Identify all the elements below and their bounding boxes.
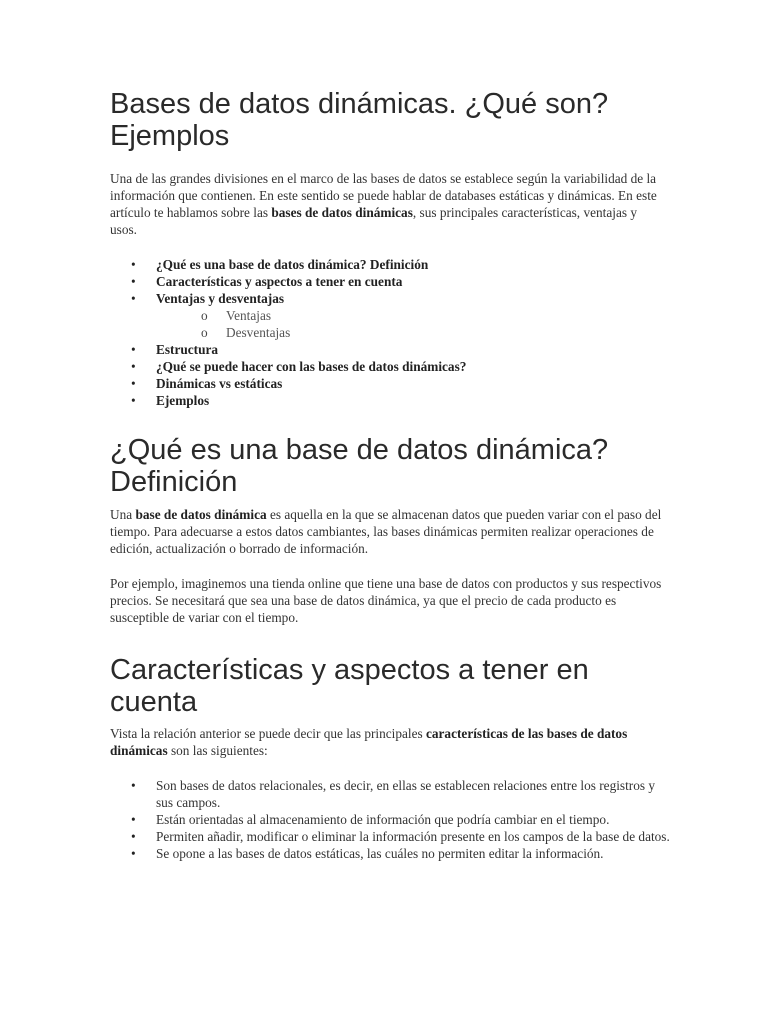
toc-item-label: Ejemplos <box>156 393 210 408</box>
toc-item[interactable] <box>110 392 466 409</box>
toc-item[interactable] <box>110 273 466 290</box>
def-p1-before: Una <box>110 507 136 522</box>
list-item: • Están orientadas al almacenamiento de información que podría cambiar en el tiempo. <box>110 811 670 828</box>
features-heading: Características y aspectos a tener en cuenta <box>110 654 589 718</box>
car-p1-before: Vista la relación anterior se puede decir que las principales <box>110 726 426 741</box>
intro-text-before: Una de las grandes divisiones en el marco de las bases de datos se establece según la variabilidad de la información que contienen. En este sentido se puede hablar de databases estáticas y dinámicas. En este artículo te hablamos sobre las <box>110 171 657 220</box>
features-paragraph <box>110 725 666 759</box>
def-p1-after: es aquella en la que se almacenan datos que pueden variar con el paso del tiempo. Para adecuarse a estos datos cambiantes, las bases dinámicas permiten realizar operaciones de edición, actualización o borrado de información. <box>110 507 662 556</box>
toc-subitem-label: Ventajas <box>226 308 272 323</box>
intro-text-after: , sus principales características, ventajas y usos. <box>110 205 637 237</box>
toc-item[interactable] <box>110 341 466 358</box>
toc-item[interactable] <box>110 375 466 392</box>
toc-item-label: ¿Qué es una base de datos dinámica? Definición <box>156 257 429 272</box>
toc-item[interactable] <box>110 290 466 307</box>
intro-bold: bases de datos dinámicas <box>271 205 413 220</box>
toc-item[interactable] <box>110 358 466 375</box>
definition-heading: ¿Qué es una base de datos dinámica? Definición <box>110 434 609 498</box>
toc-subitem-label: Desventajas <box>226 325 291 340</box>
table-of-contents <box>110 256 466 409</box>
car-p1-after: son las siguientes: <box>167 743 268 758</box>
car-p1-bold: características de las bases de datos dinámicas <box>110 726 628 758</box>
toc-item-label: Estructura <box>156 342 219 357</box>
toc-subitem[interactable] <box>110 324 466 341</box>
list-item: • Son bases de datos relacionales, es decir, en ellas se establecen relaciones entre los registros y sus campos. <box>110 777 670 811</box>
toc-item-label: Características y aspectos a tener en cuenta <box>156 274 403 289</box>
toc-item-label: ¿Qué se puede hacer con las bases de datos dinámicas? <box>156 359 467 374</box>
toc-subitem[interactable] <box>110 307 466 324</box>
list-item: • Permiten añadir, modificar o eliminar la información presente en los campos de la base de datos. <box>110 828 670 845</box>
definition-paragraph-1 <box>110 506 666 557</box>
intro-paragraph <box>110 170 666 238</box>
def-p1-bold: base de datos dinámica <box>135 507 267 522</box>
list-item: • Se opone a las bases de datos estáticas, las cuáles no permiten editar la información. <box>110 845 670 862</box>
toc-item[interactable] <box>110 256 466 273</box>
definition-paragraph-2: Por ejemplo, imaginemos una tienda online que tiene una base de datos con productos y sus respectivos precios. Se necesitará que sea una base de datos dinámica, ya que el precio de cada producto es susceptible de variar con el tiempo. <box>110 576 662 625</box>
toc-item-label: Ventajas y desventajas <box>156 291 285 306</box>
features-list <box>110 777 670 862</box>
toc-item-label: Dinámicas vs estáticas <box>156 376 283 391</box>
page-title: Bases de datos dinámicas. ¿Qué son? Ejemplos <box>110 88 609 152</box>
